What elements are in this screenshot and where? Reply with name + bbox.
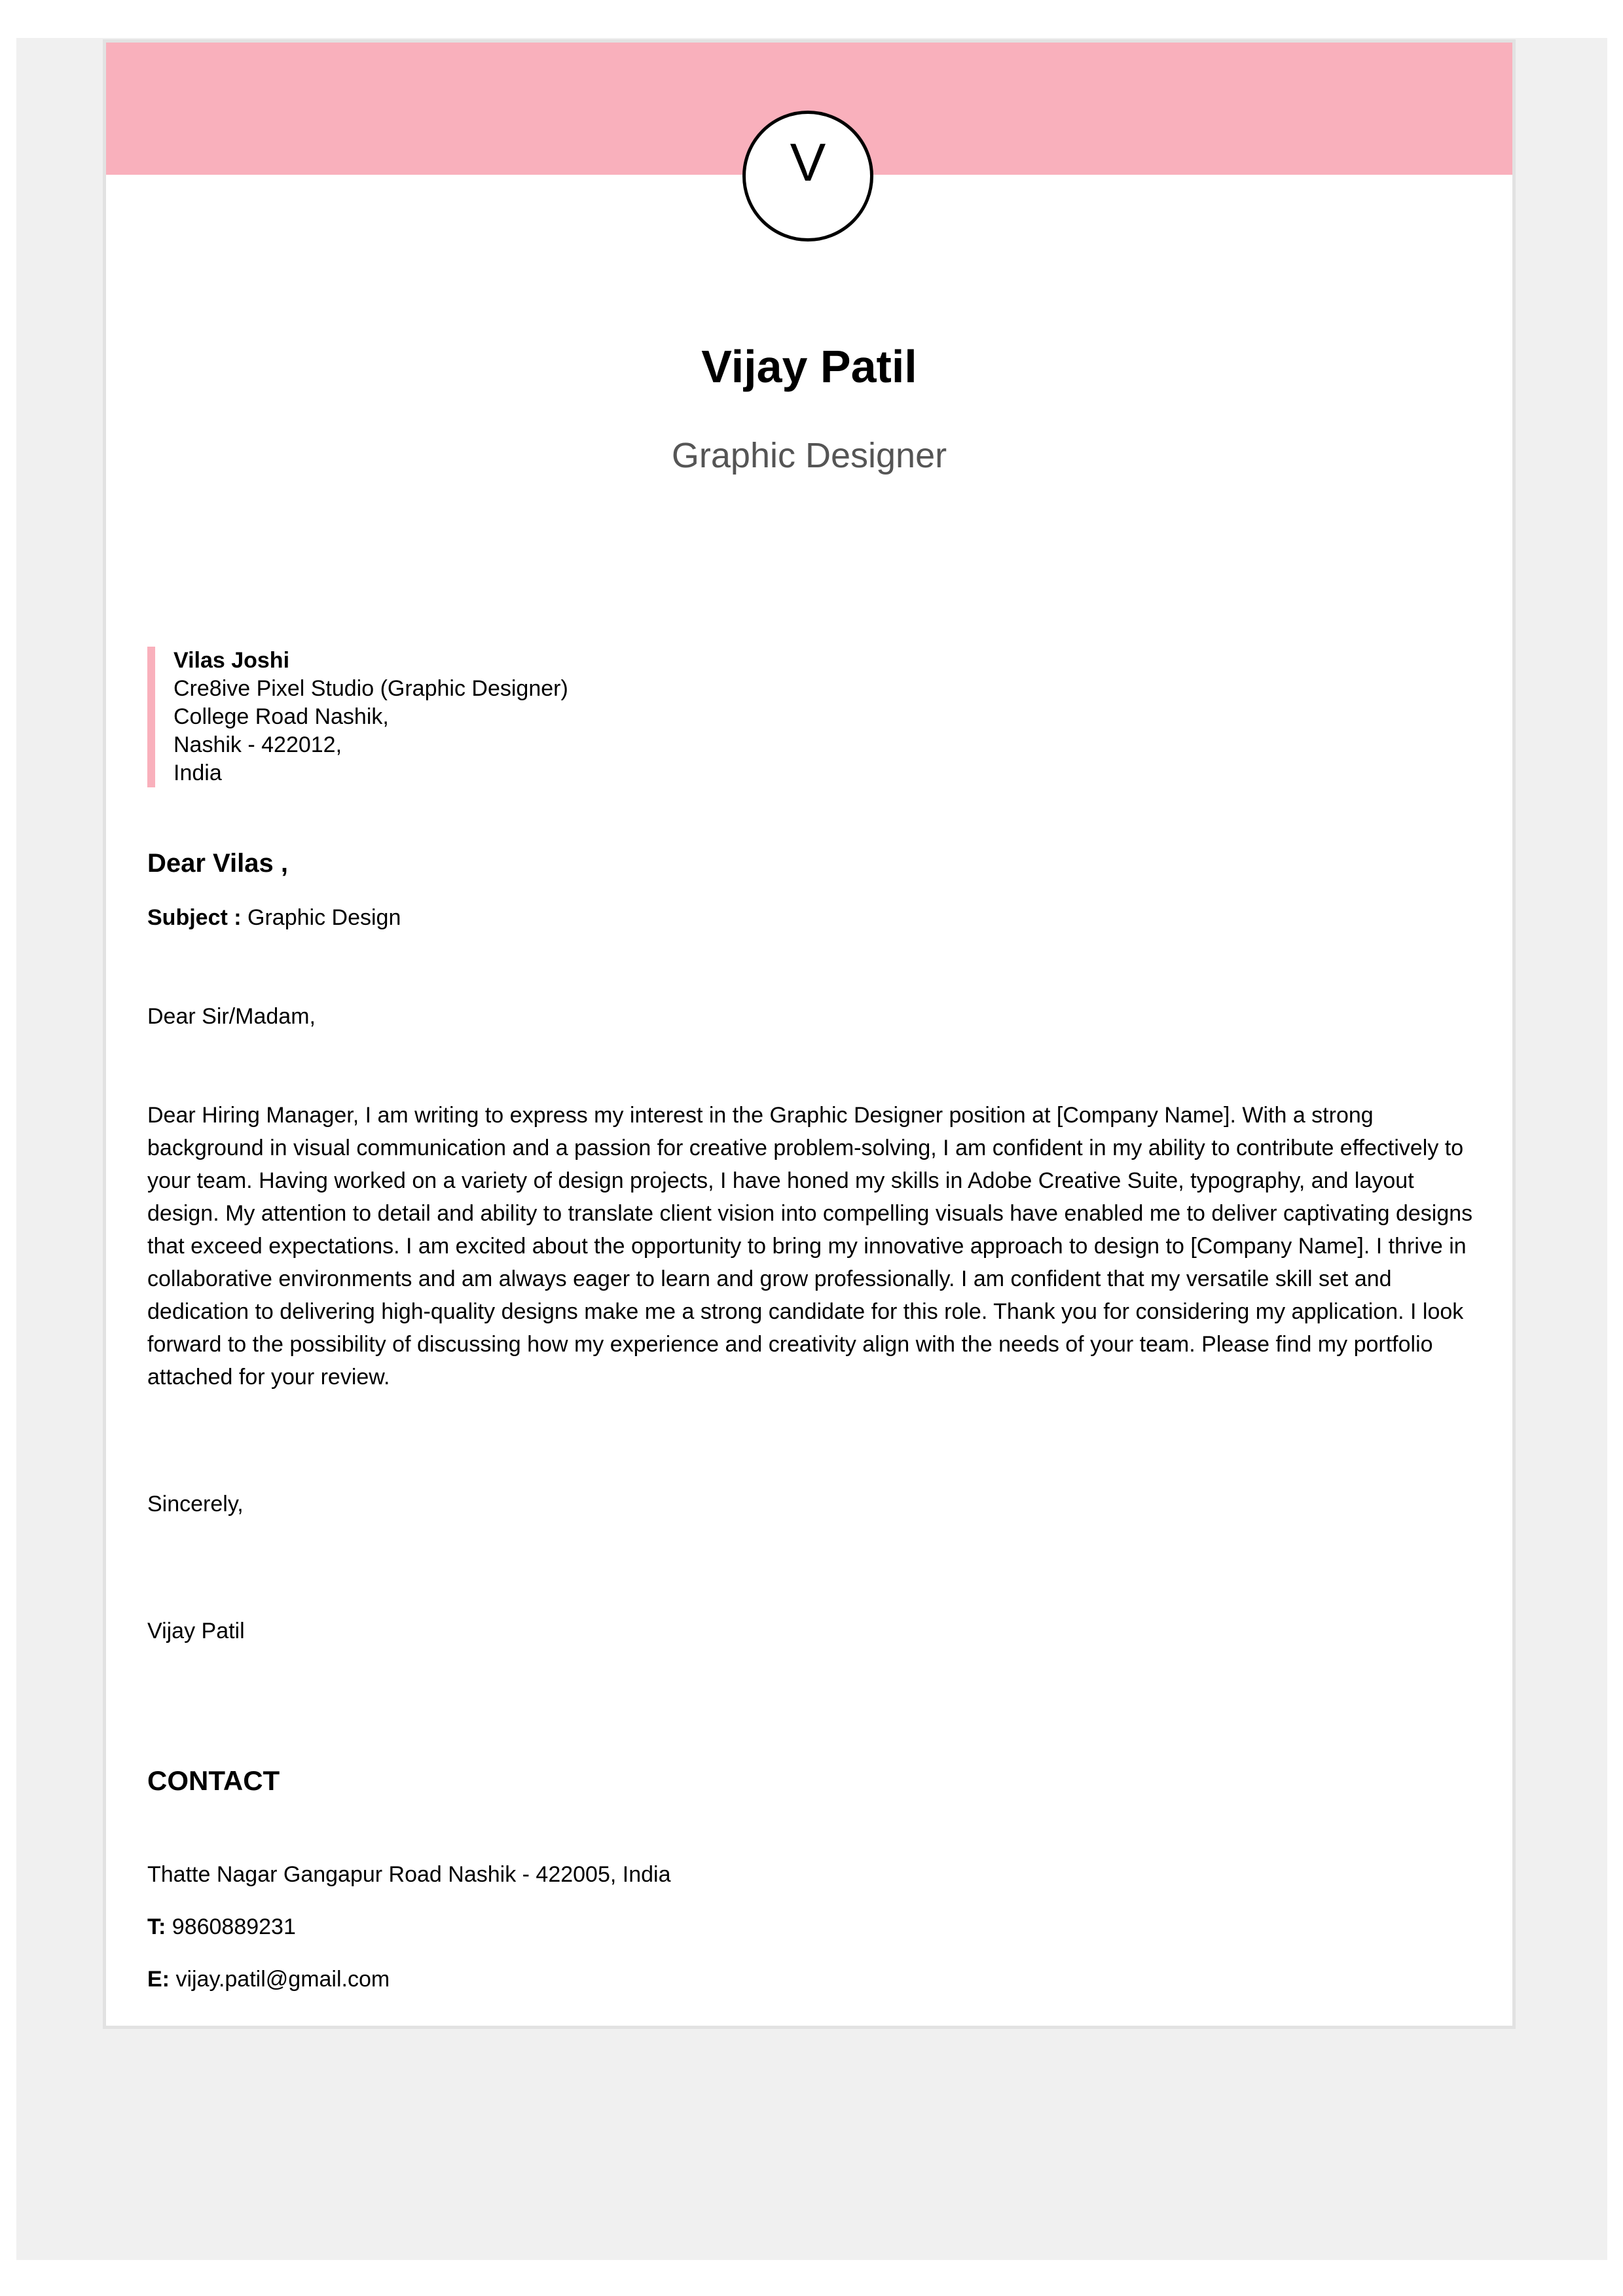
letter-body: Dear Hiring Manager, I am writing to express my interest in the Graphic Designer position at [Company Name]. With a strong background in visual communication and a passion for creative problem-solving, I am confident in my ability to contribute effectively to your team. Having worked on a variety of design projects, I have honed my skills in Adobe Creative Suite, typography, and layout design. My attention to detail and ability to translate client vision into compelling visuals have enabled me to deliver captivating designs that exceed expectations. I am excited about the opportunity to bring my innovative approach to design to [Company Name]. I thrive in collaborative environments and am always eager to learn and grow professionally. I am confident that my versatile skill set and dedication to delivering high-quality designs make me a strong candidate for this role. Thank you for considering my application. I look forward to the possibility of discussing how my experience and creativity align with the needs of your team. Please find my portfolio attached for your review. [147, 1103, 1473, 1390]
monogram-avatar: V [742, 111, 873, 242]
letter-subject [147, 905, 401, 931]
applicant-name: Vijay Patil [701, 341, 917, 392]
letter-greeting: Dear Vilas , [147, 849, 288, 878]
subject-label: Subject : [147, 905, 242, 930]
contact-phone [147, 1914, 296, 1940]
contact-address: Thatte Nagar Gangapur Road Nashik - 422005, India [147, 1862, 671, 1887]
recipient-name: Vilas Joshi [173, 648, 290, 673]
contact-heading: CONTACT [147, 1765, 280, 1796]
letter-salutation: Dear Sir/Madam, [147, 1004, 316, 1029]
letter-signature: Vijay Patil [147, 1619, 245, 1643]
cover-letter-page [103, 39, 1516, 2029]
recipient-country: India [173, 761, 222, 785]
recipient-company: Cre8ive Pixel Studio (Graphic Designer) [173, 676, 568, 701]
letter-closing: Sincerely, [147, 1492, 244, 1516]
recipient-block [147, 647, 568, 787]
applicant-role: Graphic Designer [671, 436, 947, 475]
email-label: E: [147, 1967, 170, 1992]
contact-email [147, 1967, 390, 1992]
phone-value: 9860889231 [172, 1914, 296, 1939]
recipient-address-line1: College Road Nashik, [173, 704, 389, 729]
email-value: vijay.patil@gmail.com [175, 1967, 390, 1992]
recipient-address-line2: Nashik - 422012, [173, 732, 342, 757]
subject-value: Graphic Design [247, 905, 401, 930]
phone-label: T: [147, 1914, 166, 1939]
